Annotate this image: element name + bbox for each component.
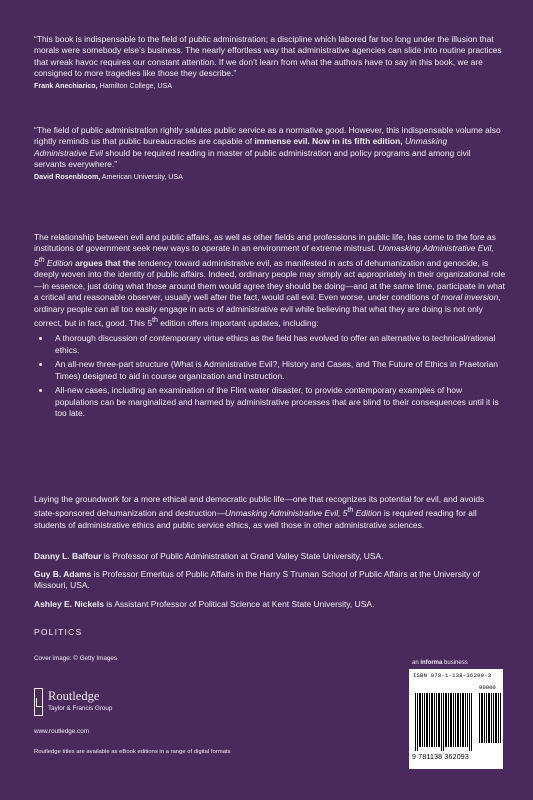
publisher-website: www.routledge.com — [34, 728, 89, 735]
barcode-icon — [415, 693, 473, 751]
description-paragraph: The relationship between evil and public affairs, as well as other fields and professions in public life, has come to the fore as institutions of government seek new ways to operate in an environment of extreme mistrust. Unmasking Administrative Evil, 5th Edition argues that the tendency toward administrative evil, as manifested in acts of dehumanization and genocide, is deeply woven into the identity of public affairs. Indeed, ordinary people may simply act appropriately in their organizational role—in essence, just doing what those around them would agree they should be doing—and at the same time, participate in what a critical and reasonable observer, usually well after the fact, would call evil. Even worse, under conditions of moral inversion, ordinary people can all too easily engage in acts of administrative evil while believing that what they are doing is not only correct, but in fact, good. This 5th edition offers important updates, including: — [34, 232, 506, 328]
publisher-group: Taylor & Francis Group — [48, 705, 113, 712]
quote-affiliation: Hamilton College, USA — [97, 81, 173, 90]
quote-author: David Rosenbloom, — [34, 172, 101, 181]
list-item: A thorough discussion of contemporary virtue ethics as the field has evolved to offer an alternative to technical/rational ethics. — [55, 333, 506, 356]
quote-text: “This book is indispensable to the field of public administration; a discipline which labored far too long under the illusion that morals were somebody else’s business. The nearly effortless way that administrative agencies can slide into routine practices that wreak havoc requires our constant attention. If we don’t learn from what the authors have to say in this book, we are consigned to more tragedies like those they describe.” — [34, 34, 502, 79]
updates-list — [34, 333, 506, 419]
author-bio: Danny L. Balfour is Professor of Public Administration at Grand Valley State University, USA. — [34, 551, 384, 561]
list-item: All-new cases, including an examination of the Flint water disaster, to provide contemporary examples of how populations can be marginalized and harmed by administrative processes that are blind to their consequences until it is too late. — [55, 385, 506, 419]
author-bio: Guy B. Adams is Professor Emeritus of Public Affairs in the Harry S Truman School of Public Affairs at the University of Missouri, USA. — [34, 569, 480, 591]
quote-attribution — [34, 81, 502, 91]
closing-paragraph: Laying the groundwork for a more ethical and democratic public life—one that recognizes its potential for evil, and avoids state-sponsored dehumanization and destruction—Unmasking Administrative Evil, 5th Edition is required reading for all students of administrative ethics and public service ethics, as well those in other administrative sciences. — [34, 494, 485, 530]
ean-number: 9 781138 362093 — [412, 754, 469, 761]
price-code: 90000 — [479, 684, 496, 691]
author-bio: Ashley E. Nickels is Assistant Professor of Political Science at Kent State University, USA. — [34, 599, 375, 609]
author-name: Ashley E. Nickels — [34, 599, 104, 609]
endorsement-quote-1 — [34, 34, 502, 91]
publisher-name: Routledge — [48, 689, 100, 703]
subject-category: POLITICS — [34, 627, 83, 637]
quote-author: Frank Anechiarico, — [34, 81, 98, 90]
cover-image-credit: Cover image: © Getty Images — [34, 655, 118, 662]
list-item: An all-new three-part structure (What is Administrative Evil?, History and Cases, and The Future of Ethics in Praetorian Times) designed to aid in course organization and instruction. — [55, 359, 506, 382]
quote-text: “The field of public administration rightly salutes public service as a normative good. However, this indispensable volume also rightly reminds us that public bureaucracies are capable of immense evil. Now in its fifth edition, Unmasking Administrative Evil should be required reading in master of public administration and policy programs and among civil servants everywhere.” — [34, 125, 501, 170]
quote-attribution — [34, 172, 502, 182]
book-description — [34, 232, 506, 422]
ebook-note: Routledge titles are available as eBook editions in a range of digital formats — [34, 749, 231, 755]
quote-affiliation: American University, USA — [100, 172, 183, 181]
routledge-logo-icon — [34, 688, 43, 716]
isbn-barcode — [409, 669, 503, 769]
author-name: Guy B. Adams — [34, 569, 92, 579]
endorsement-quote-2 — [34, 125, 502, 182]
isbn-number: ISBN 978-1-138-36209-3 — [413, 672, 492, 679]
author-name: Danny L. Balfour — [34, 551, 102, 561]
addon-barcode-icon — [479, 693, 501, 743]
informa-tagline: an informa business — [412, 660, 468, 666]
routledge-logo — [34, 688, 164, 718]
